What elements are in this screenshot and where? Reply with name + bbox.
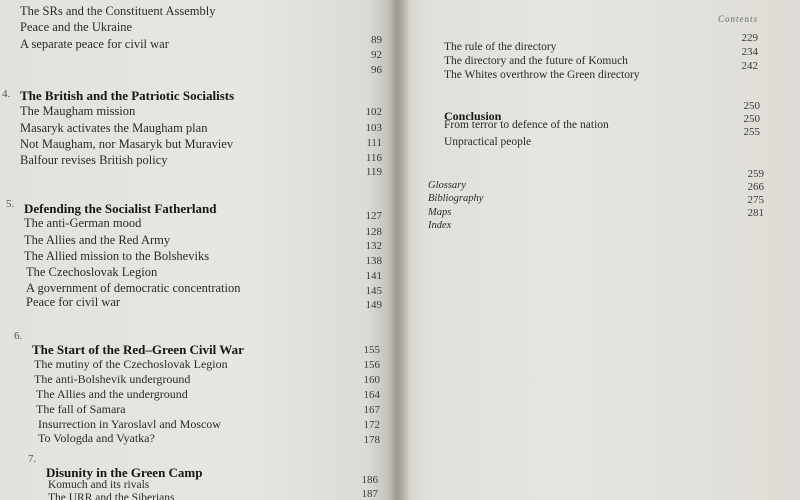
page-number: 127 bbox=[365, 210, 382, 222]
toc-entry: The SRs and the Constituent Assembly bbox=[20, 4, 216, 18]
toc-entry: The URR and the Siberians bbox=[48, 492, 175, 500]
toc-entry: The fall of Samara bbox=[36, 402, 126, 416]
chapter-number: 5. bbox=[6, 198, 15, 210]
page-number: 92 bbox=[371, 49, 382, 61]
toc-entry: A government of democratic concentration bbox=[26, 281, 241, 295]
left-page bbox=[0, 0, 398, 500]
toc-entry: Peace and the Ukraine bbox=[20, 20, 133, 34]
page-number: 155 bbox=[363, 344, 380, 356]
toc-entry: A separate peace for civil war bbox=[20, 37, 169, 51]
toc-entry: Not Maugham, nor Masaryk but Muraviev bbox=[20, 137, 234, 151]
page-number: 172 bbox=[363, 419, 380, 431]
page-number: 250 bbox=[743, 100, 760, 112]
book-gutter bbox=[388, 0, 410, 500]
toc-entry: The mutiny of the Czechoslovak Legion bbox=[34, 357, 228, 371]
toc-entry: The Whites overthrow the Green directory bbox=[444, 69, 640, 81]
page-number: 242 bbox=[741, 60, 758, 72]
toc-entry: Balfour revises British policy bbox=[20, 153, 168, 167]
chapter-number: 4. bbox=[2, 88, 11, 100]
toc-entry: To Vologda and Vyatka? bbox=[38, 431, 155, 445]
toc-entry: Komuch and its rivals bbox=[48, 479, 150, 491]
conclusion-title: Conclusion bbox=[444, 109, 502, 123]
toc-entry: Unpractical people bbox=[444, 136, 532, 148]
page-number: 128 bbox=[365, 226, 382, 238]
page-number: 132 bbox=[365, 240, 382, 252]
page-number: 178 bbox=[363, 434, 380, 446]
running-head: Contents bbox=[717, 14, 758, 24]
page-number: 116 bbox=[365, 152, 382, 164]
toc-entry: The Czechoslovak Legion bbox=[26, 265, 158, 279]
page-number: 145 bbox=[365, 285, 382, 297]
toc-entry: Glossary bbox=[428, 180, 466, 191]
page-number: 111 bbox=[366, 137, 382, 149]
page-number: 275 bbox=[747, 194, 764, 206]
page-number: 266 bbox=[747, 181, 764, 193]
chapter-number: 7. bbox=[28, 453, 37, 465]
page-number: 103 bbox=[365, 122, 382, 134]
page-number: 89 bbox=[371, 34, 382, 46]
page-number: 102 bbox=[365, 106, 382, 118]
toc-entry: Bibliography bbox=[428, 193, 484, 204]
page-number: 167 bbox=[363, 404, 380, 416]
page-number: 119 bbox=[365, 166, 382, 178]
toc-entry: From terror to defence of the nation bbox=[444, 119, 609, 131]
toc-entry: The Maugham mission bbox=[20, 104, 136, 118]
toc-entry: Peace for civil war bbox=[26, 295, 121, 309]
chapter-number: 6. bbox=[14, 330, 23, 342]
page-number: 96 bbox=[371, 64, 382, 76]
page-number: 160 bbox=[363, 374, 380, 386]
right-page bbox=[398, 0, 800, 500]
toc-entry: The Allies and the Red Army bbox=[24, 233, 171, 247]
page-number: 186 bbox=[361, 474, 378, 486]
page-number: 234 bbox=[741, 46, 758, 58]
chapter-title: Defending the Socialist Fatherland bbox=[24, 201, 217, 216]
page-number: 259 bbox=[747, 168, 764, 180]
toc-entry: The Allied mission to the Bolsheviks bbox=[24, 249, 210, 263]
chapter-title: Disunity in the Green Camp bbox=[46, 465, 203, 480]
page-number: 187 bbox=[361, 488, 378, 500]
chapter-title: The British and the Patriotic Socialists bbox=[20, 88, 235, 103]
page-number: 149 bbox=[365, 299, 382, 311]
page-number: 141 bbox=[365, 270, 382, 282]
toc-entry: The anti-Bolshevik underground bbox=[34, 372, 191, 386]
toc-entry: The rule of the directory bbox=[444, 41, 557, 53]
toc-entry: Index bbox=[428, 220, 452, 231]
page-number: 281 bbox=[747, 207, 764, 219]
page-number: 250 bbox=[743, 113, 760, 125]
toc-entry: The Allies and the underground bbox=[36, 387, 188, 401]
page-number: 229 bbox=[741, 32, 758, 44]
page-number: 138 bbox=[365, 255, 382, 267]
toc-entry: Maps bbox=[428, 207, 452, 218]
toc-entry: The directory and the future of Komuch bbox=[444, 55, 628, 67]
toc-entry: Insurrection in Yaroslavl and Moscow bbox=[38, 417, 221, 431]
chapter-title: The Start of the Red–Green Civil War bbox=[32, 342, 244, 357]
toc-entry: The anti-German mood bbox=[24, 216, 142, 230]
page-number: 255 bbox=[743, 126, 760, 138]
page-number: 164 bbox=[363, 389, 380, 401]
toc-entry: Masaryk activates the Maugham plan bbox=[20, 121, 208, 135]
page-number: 156 bbox=[363, 359, 380, 371]
